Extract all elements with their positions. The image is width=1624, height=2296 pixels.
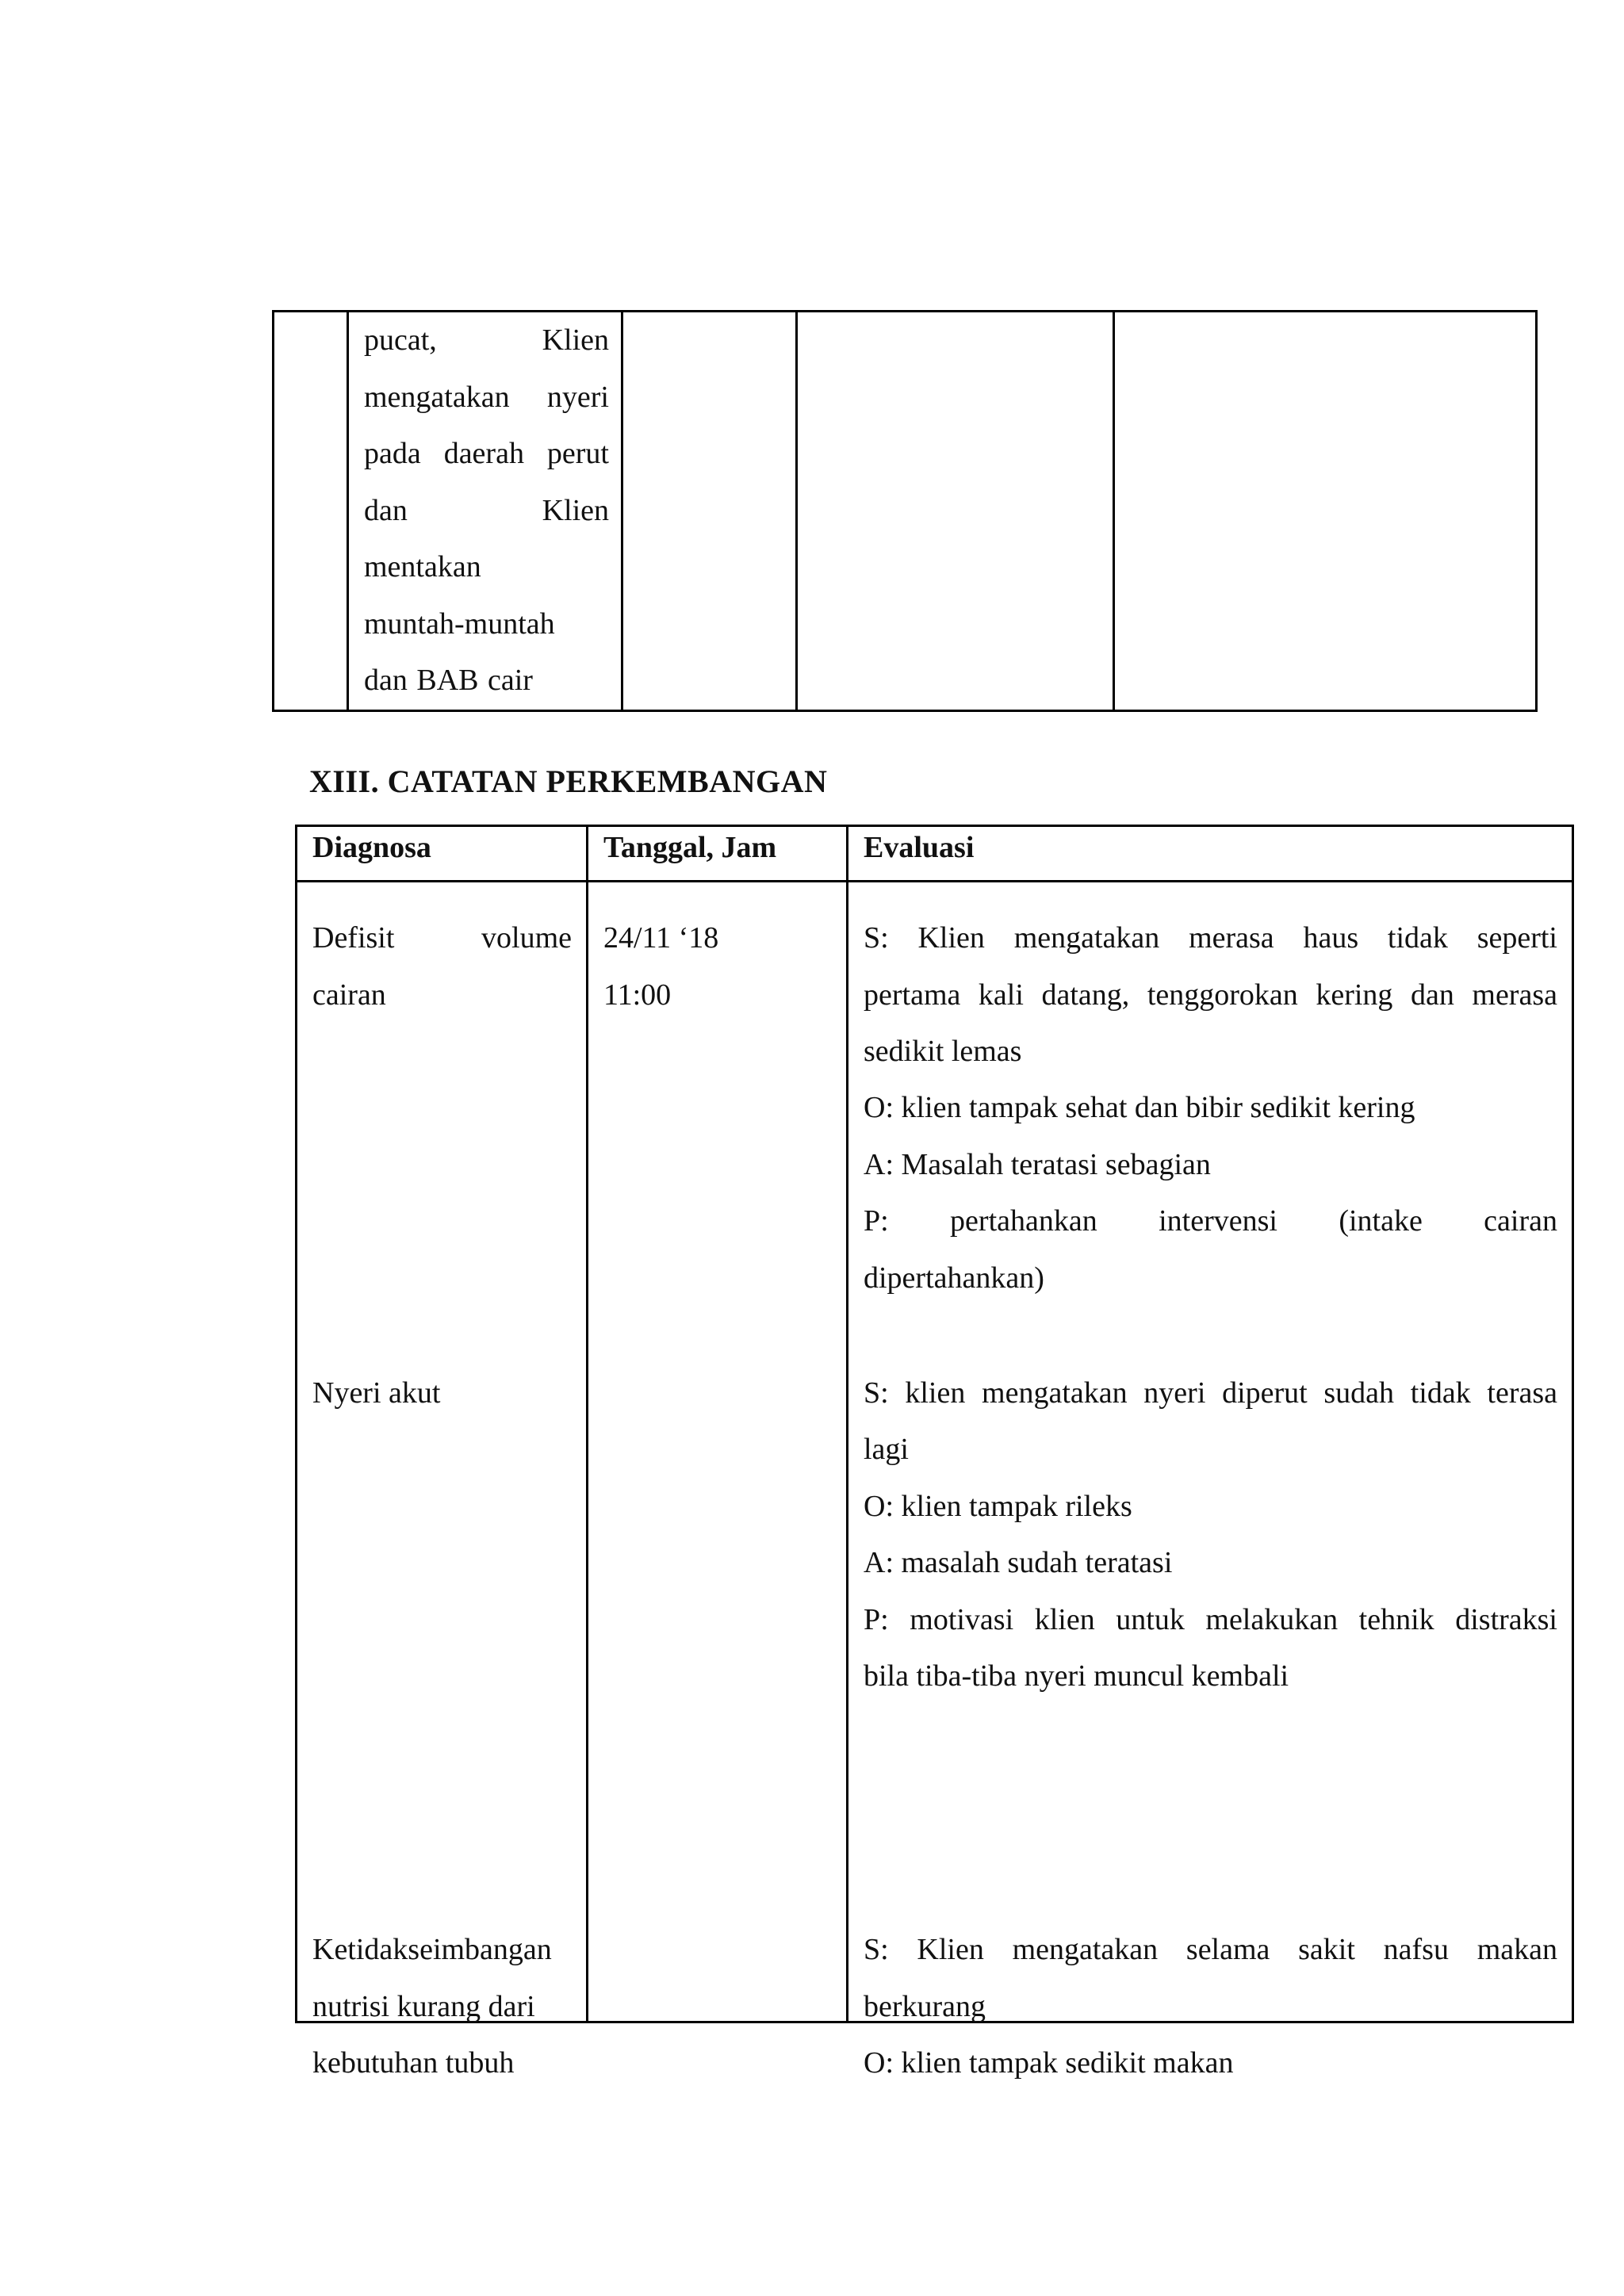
- text-line: mengatakan nyeri: [364, 380, 609, 414]
- section-title: XIII. CATATAN PERKEMBANGAN: [309, 763, 828, 799]
- diagnosa-line: Defisit volume: [312, 921, 572, 955]
- cell-text: [349, 312, 621, 710]
- table-cell-number: [274, 312, 348, 711]
- evaluasi-line: P: pertahankan intervensi (intake cairan: [864, 1204, 1557, 1238]
- evaluasi-line: pertama kali datang, tenggorokan kering dan merasa: [864, 978, 1557, 1012]
- evaluasi-line: dipertahankan): [864, 1261, 1044, 1295]
- header-diagnosa: Diagnosa: [297, 826, 588, 882]
- header-evaluasi: Evaluasi: [848, 826, 1573, 882]
- diagnosa-line: kebutuhan tubuh: [312, 2046, 515, 2080]
- table-cell-empty: [622, 312, 797, 711]
- evaluasi-line: S: Klien mengatakan merasa haus tidak seperti: [864, 921, 1557, 955]
- text-line: dan Klien: [364, 493, 609, 527]
- evaluasi-line: P: motivasi klien untuk melakukan tehnik distraksi: [864, 1603, 1557, 1636]
- evaluasi-line: sedikit lemas: [864, 1035, 1022, 1068]
- evaluasi-line: bila tiba-tiba nyeri muncul kembali: [864, 1659, 1289, 1693]
- header-tanggal-jam: Tanggal, Jam: [588, 826, 848, 882]
- tanggal-line: 24/11 ‘18: [603, 921, 719, 955]
- text-line: mentakan: [364, 550, 481, 584]
- diagnosa-line: Nyeri akut: [312, 1376, 441, 1410]
- evaluasi-line: O: klien tampak sedikit makan: [864, 2046, 1234, 2080]
- evaluasi-line: O: klien tampak sehat dan bibir sedikit kering: [864, 1091, 1415, 1124]
- table-header-row: [297, 826, 1573, 882]
- evaluasi-cell: [848, 882, 1573, 2080]
- diagnosa-line: nutrisi kurang dari: [312, 1990, 535, 2023]
- evaluasi-line: A: masalah sudah teratasi: [864, 1546, 1173, 1579]
- progress-notes-table: [295, 825, 1574, 2080]
- diagnosa-cell: [297, 882, 588, 2080]
- table-row: [297, 882, 1573, 2022]
- text-line: dan BAB cair: [364, 664, 533, 697]
- text-line: pucat, Klien: [364, 323, 609, 357]
- tanggal-cell: [588, 882, 848, 2022]
- evaluasi-line: O: klien tampak rileks: [864, 1490, 1132, 1523]
- table-cell-empty: [797, 312, 1114, 711]
- continuation-table: [272, 310, 1538, 712]
- table-cell-empty: [1114, 312, 1537, 711]
- jam-line: 11:00: [603, 978, 672, 1012]
- diagnosa-line: cairan: [312, 978, 386, 1012]
- evaluasi-line: S: Klien mengatakan selama sakit nafsu makan: [864, 1933, 1557, 1966]
- diagnosa-line: Ketidakseimbangan: [312, 1933, 552, 1966]
- evaluasi-line: A: Masalah teratasi sebagian: [864, 1148, 1211, 1181]
- table-row: [274, 312, 1537, 711]
- evaluasi-line: lagi: [864, 1433, 909, 1466]
- text-line: muntah-muntah: [364, 607, 555, 641]
- evaluasi-line: berkurang: [864, 1990, 986, 2023]
- table-cell-data: [348, 312, 622, 711]
- text-line: pada daerah perut: [364, 437, 609, 470]
- evaluasi-line: S: klien mengatakan nyeri diperut sudah tidak terasa: [864, 1376, 1557, 1410]
